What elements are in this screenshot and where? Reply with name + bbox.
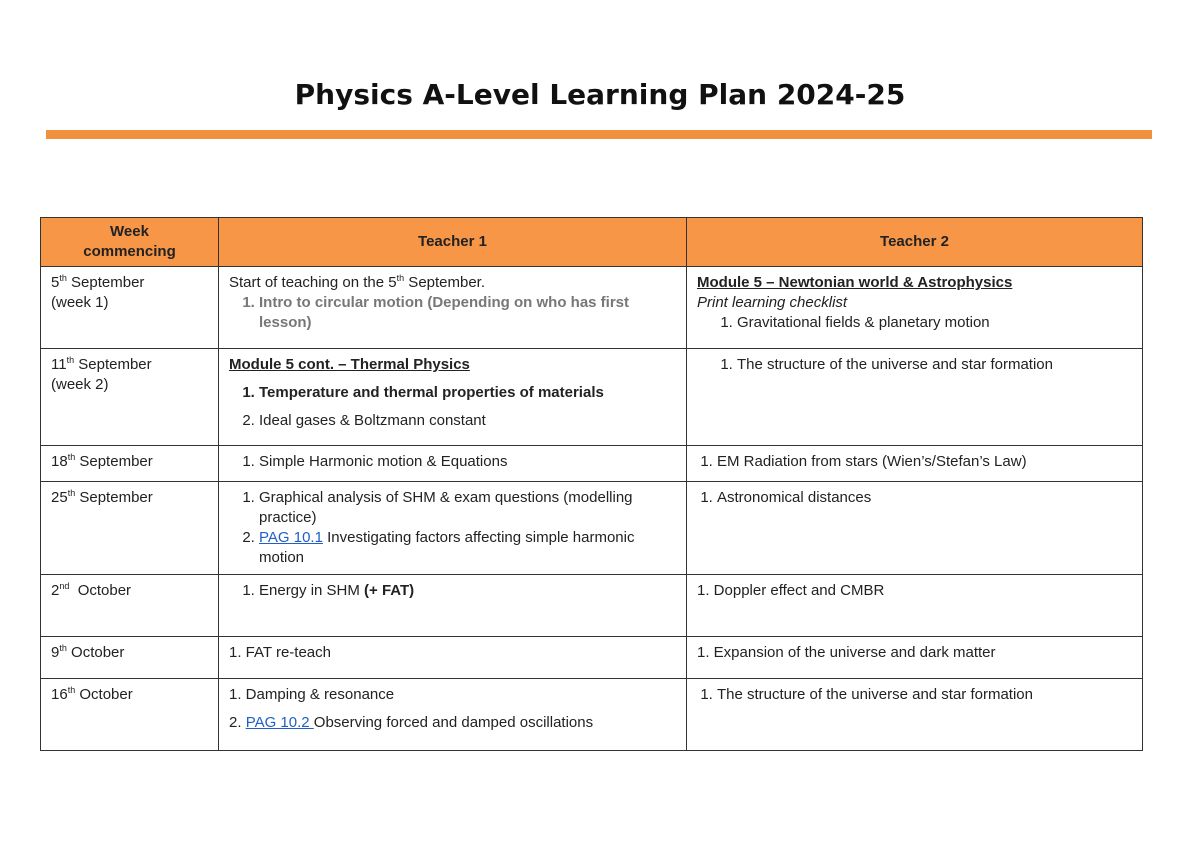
list-item: 1. Graphical analysis of SHM & exam questions (modelling practice) — [259, 488, 678, 528]
table-row — [41, 446, 1143, 482]
list-item: 1. Intro to circular motion (Depending on who has first lesson) — [259, 293, 678, 333]
topic-list — [229, 293, 678, 333]
header-teacher2: Teacher 2 — [687, 218, 1143, 267]
teacher1-cell — [219, 446, 687, 482]
header-teacher1: Teacher 1 — [219, 218, 687, 267]
list-item: 1. Damping & resonance — [229, 686, 395, 703]
week-cell: 5th September (week 1) — [41, 267, 219, 349]
topic-list — [229, 581, 678, 601]
week-cell: 16th October — [41, 679, 219, 751]
teacher2-cell: 1. Doppler effect and CMBR — [687, 575, 1143, 637]
teacher1-cell — [219, 267, 687, 349]
learning-plan-table — [40, 217, 1143, 751]
checklist-note: Print learning checklist — [697, 294, 848, 311]
table-row — [41, 349, 1143, 446]
table-row — [41, 637, 1143, 679]
week-cell: 18th September — [41, 446, 219, 482]
topic-list — [697, 488, 1134, 508]
list-item: 2. Ideal gases & Boltzmann constant — [259, 411, 678, 431]
teacher1-cell — [219, 482, 687, 575]
topic-list — [229, 452, 678, 472]
list-item: 1. Energy in SHM (+ FAT) — [259, 581, 678, 601]
topic-list — [697, 313, 1134, 333]
teacher1-cell: 1. FAT re-teach — [219, 637, 687, 679]
teacher1-cell — [219, 575, 687, 637]
topic-list — [229, 488, 678, 568]
list-item: 1. The structure of the universe and star formation — [717, 685, 1134, 705]
topic-list — [697, 452, 1134, 472]
list-item: 1. EM Radiation from stars (Wien’s/Stefan’s Law) — [717, 452, 1134, 472]
table-row — [41, 482, 1143, 575]
module-heading: Module 5 – Newtonian world & Astrophysics — [697, 274, 1013, 291]
pag-10-2-link[interactable]: PAG 10.2 — [245, 714, 314, 731]
header-week: Week commencing — [41, 218, 219, 267]
list-item: 2. PAG 10.1 Investigating factors affecting simple harmonic motion — [259, 528, 678, 568]
title-rule — [46, 130, 1152, 139]
list-item: 1. The structure of the universe and star formation — [737, 355, 1134, 375]
teacher2-cell — [687, 482, 1143, 575]
week-cell: 25th September — [41, 482, 219, 575]
teacher2-cell — [687, 267, 1143, 349]
table-row — [41, 267, 1143, 349]
teacher2-cell: 1. Expansion of the universe and dark matter — [687, 637, 1143, 679]
page-title: Physics A-Level Learning Plan 2024-25 — [294, 78, 906, 111]
teacher2-cell — [687, 349, 1143, 446]
list-item: 1. Gravitational fields & planetary motion — [737, 313, 1134, 333]
table-row — [41, 575, 1143, 637]
teacher2-cell — [687, 679, 1143, 751]
topic-list — [229, 383, 678, 431]
teacher1-cell — [219, 349, 687, 446]
topic-list — [697, 355, 1134, 375]
list-item: 2. PAG 10.2 Observing forced and damped oscillations — [229, 714, 594, 731]
teacher1-cell — [219, 679, 687, 751]
list-item: 1. Astronomical distances — [717, 488, 1134, 508]
table-row — [41, 679, 1143, 751]
week-cell: 11th September (week 2) — [41, 349, 219, 446]
pag-10-1-link[interactable]: PAG 10.1 — [259, 529, 323, 546]
list-item: 1. Temperature and thermal properties of materials — [259, 383, 678, 403]
teacher2-cell — [687, 446, 1143, 482]
list-item: 1. Simple Harmonic motion & Equations — [259, 452, 678, 472]
intro-text: Start of teaching on the 5th September. — [229, 273, 486, 291]
table-header-row — [41, 218, 1143, 267]
week-cell: 9th October — [41, 637, 219, 679]
topic-list — [697, 685, 1134, 705]
module-heading: Module 5 cont. – Thermal Physics — [229, 356, 470, 373]
week-cell: 2nd October — [41, 575, 219, 637]
